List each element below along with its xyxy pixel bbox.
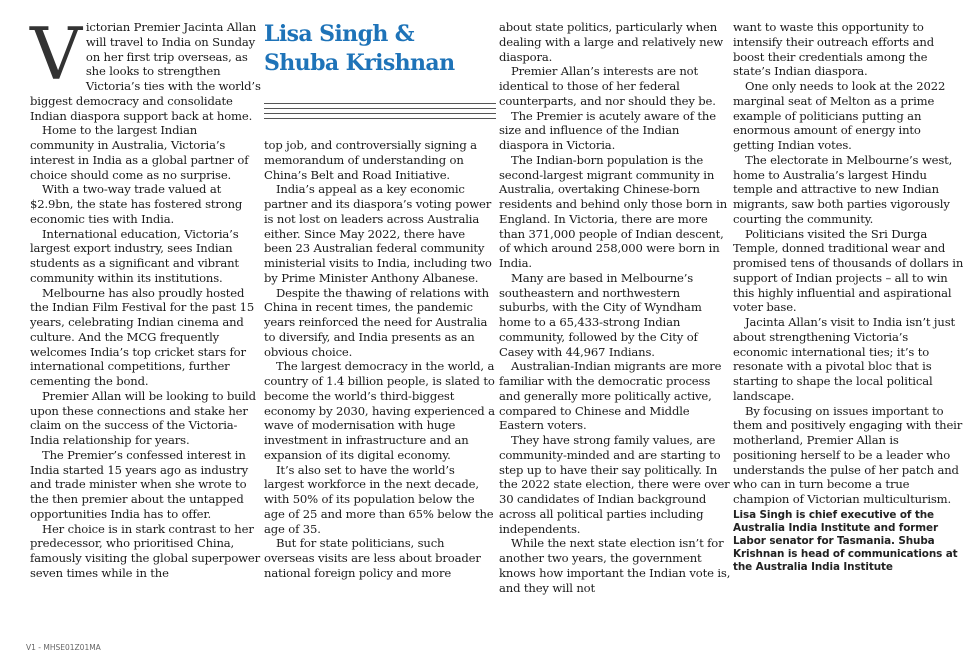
paragraph: Despite the thawing of relations with China in recent times, the pandemic years reinforced the need for Australia to diversify, and India presents as an obvious choice. bbox=[264, 285, 489, 359]
paragraph: top job, and controversially signing a memorandum of understanding on China’s Belt and Road Initiative. bbox=[264, 138, 477, 182]
paragraph: The Premier is acutely aware of the size and influence of the Indian diaspora in Victoria. bbox=[499, 108, 716, 152]
paragraph: Politicians visited the Sri Durga Temple, donned traditional wear and promised tens of thousands of dollars in support of Indian projects – all to win this highly influential and aspirational voter base. bbox=[733, 226, 964, 315]
paragraph: One only needs to look at the 2022 marginal seat of Melton as a prime example of politicians putting an enormous amount of energy into getting Indian votes. bbox=[733, 79, 946, 152]
divider bbox=[264, 118, 496, 119]
paragraph: Jacinta Allan’s visit to India isn’t just about strengthening Victoria’s economic international ties; it’s to resonate with a pivotal bloc that is starting to shape the local political landscape. bbox=[733, 315, 956, 403]
paragraph: about state politics, particularly when dealing with a large and relatively new diaspora. bbox=[499, 20, 723, 64]
article-column-1 bbox=[30, 12, 262, 581]
page-footer-code: V1 - MHSE01Z01MA bbox=[26, 643, 101, 652]
paragraph: International education, Victoria’s largest export industry, sees Indian students as a significant and vibrant community within its institutions. bbox=[30, 226, 239, 285]
paragraph: India’s appeal as a key economic partner and its diaspora’s voting power is not lost on leaders across Australia either. Since May 2022, there have been 23 Australian federal community ministerial visits to India, including two by Prime Minister Anthony Albanese. bbox=[264, 182, 492, 285]
paragraph: But for state politicians, such overseas visits are less about broader national foreign policy and more bbox=[264, 536, 481, 580]
paragraph: The electorate in Melbourne’s west, home to Australia’s largest Hindu temple and attractive to new Indian migrants, saw both parties vigorously courting the community. bbox=[733, 152, 953, 226]
article-column-2 bbox=[264, 138, 496, 581]
paragraph: With a two-way trade valued at $2.9bn, the state has fostered strong economic ties with India. bbox=[30, 182, 243, 226]
paragraph: It’s also set to have the world’s largest workforce in the next decade, with 50% of its population below the age of 25 and more than 65% below the age of 35. bbox=[264, 462, 494, 536]
paragraph: While the next state election isn’t for another two years, the government knows how important the Indian vote is, and they will not bbox=[499, 536, 731, 595]
drop-cap: V bbox=[30, 12, 82, 96]
article-column-4 bbox=[733, 20, 965, 574]
author-bio: Lisa Singh is chief executive of the Australia India Institute and former Labor senator for Tasmania. Shuba Krishnan is head of communications at the Australia India Institute bbox=[733, 508, 958, 573]
divider bbox=[264, 108, 496, 109]
paragraph: By focusing on issues important to them and positively engaging with their motherland, Premier Allan is positioning herself to be a leader who understands the pulse of her patch and who can in turn become a true champion of Victorian multiculturism. bbox=[733, 403, 963, 506]
author-name: Shuba Krishnan bbox=[264, 50, 455, 76]
paragraph: They have strong family values, are community-minded and are starting to step up to have their say politically. In the 2022 state election, there were over 30 candidates of Indian background across all political parties including independents. bbox=[499, 433, 730, 536]
paragraph: want to waste this opportunity to intensify their outreach efforts and boost their credentials among the state’s Indian diaspora. bbox=[733, 20, 934, 79]
paragraph: Melbourne has also proudly hosted the Indian Film Festival for the past 15 years, celebrating Indian cinema and culture. And the MCG frequently welcomes India’s top cricket stars for international competitions, further cementing the bond. bbox=[30, 285, 255, 388]
paragraph: Many are based in Melbourne’s southeastern and northwestern suburbs, with the City of Wyndham home to a 65,433-strong Indian community, followed by the City of Casey with 44,967 Indians. bbox=[499, 270, 702, 359]
paragraph: Australian-Indian migrants are more familiar with the democratic process and generally more politically active, compared to Chinese and Middle Eastern voters. bbox=[499, 359, 722, 433]
paragraph: The Indian-born population is the second-largest migrant community in Australia, overtaking Chinese-born residents and behind only those born in England. In Victoria, there are more than 371,000 people of Indian descent, of which around 258,000 were born in India. bbox=[499, 152, 728, 270]
paragraph: Premier Allan’s interests are not identical to those of her federal counterparts, and nor should they be. bbox=[499, 64, 716, 108]
author-name: Lisa Singh & bbox=[264, 21, 415, 47]
paragraph: Premier Allan will be looking to build upon these connections and stake her claim on the success of the Victoria-India relationship for years. bbox=[30, 388, 256, 447]
paragraph: Home to the largest Indian community in Australia, Victoria’s interest in India as a global partner of choice should come as no surprise. bbox=[30, 123, 249, 182]
divider bbox=[264, 103, 496, 104]
paragraph: The Premier’s confessed interest in India started 15 years ago as industry and trade minister when she wrote to the then premier about the untapped opportunities India has to offer. bbox=[30, 447, 249, 521]
article-column-3 bbox=[499, 20, 731, 595]
paragraph: ictorian Premier Jacinta Allan will travel to India on Sunday on her first trip overseas, as she looks to strengthen Victoria’s ties with the world’s biggest democracy and consolidate Indian diaspora support back at home. bbox=[30, 20, 261, 123]
divider bbox=[264, 113, 496, 114]
paragraph: Her choice is in stark contrast to her predecessor, who prioritised China, famously visiting the global superpower seven times while in the bbox=[30, 521, 261, 580]
paragraph: The largest democracy in the world, a country of 1.4 billion people, is slated to become the world’s third-biggest economy by 2030, having experienced a wave of modernisation with huge investment in infrastructure and an expansion of its digital economy. bbox=[264, 359, 495, 462]
